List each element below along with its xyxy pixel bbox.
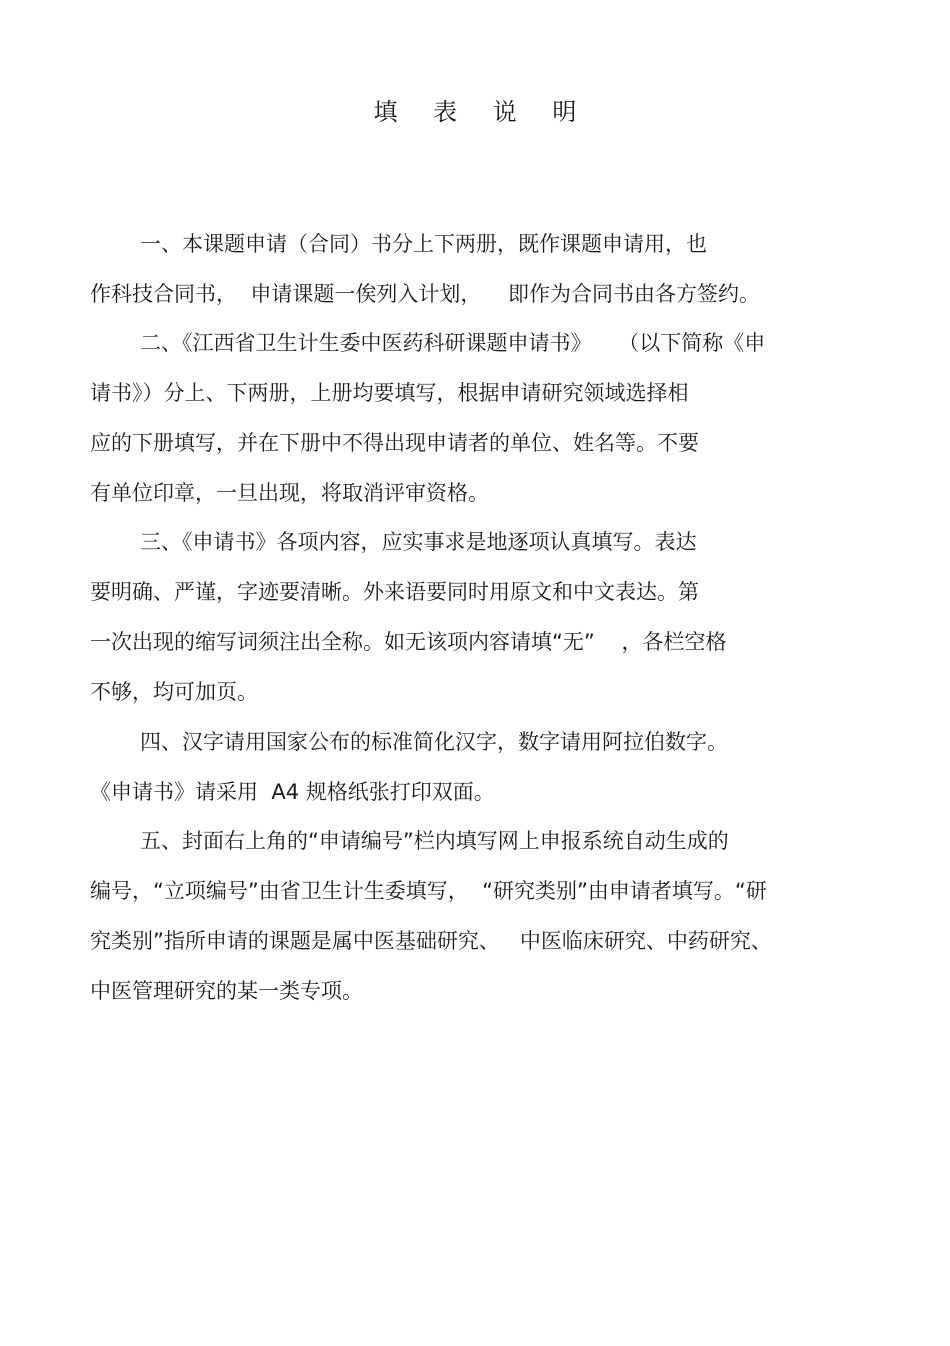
text-line: 编号，“立项编号”由省卫生计生委填写， “研究类别”由申请者填写。“研 — [90, 879, 767, 903]
text-line: 一次出现的缩写词须注出全称。如无该项内容请填“无” ，各栏空格 — [90, 630, 727, 654]
text-line: 《申请书》请采用 A4 规格纸张打印双面。 — [90, 780, 495, 804]
page-title: 填 表 说 明 — [373, 98, 591, 126]
text-line: 五、封面右上角的“申请编号”栏内填写网上申报系统自动生成的 — [140, 829, 729, 853]
text-line: 二、《江西省卫生计生委中医药科研课题申请书》 （以下简称《申 — [140, 331, 766, 355]
text-line: 中医管理研究的某一类专项。 — [90, 979, 363, 1003]
text-line: 作科技合同书， 申请课题一俟列入计划， 即作为合同书由各方签约。 — [90, 282, 761, 306]
text-line: 要明确、严谨，字迹要清晰。外来语要同时用原文和中文表达。第 — [90, 580, 699, 604]
text-line: 三、《申请书》各项内容，应实事求是地逐项认真填写。表达 — [140, 530, 697, 554]
text-line: 四、汉字请用国家公布的标准简化汉字，数字请用阿拉伯数字。 — [140, 730, 728, 754]
text-line: 究类别”指所申请的课题是属中医基础研究、 中医临床研究、中药研究、 — [90, 929, 772, 953]
text-line: 请书》）分上、下两册，上册均要填写，根据申请研究领域选择相 — [90, 381, 689, 405]
text-line: 应的下册填写，并在下册中不得出现申请者的单位、姓名等。不要 — [90, 431, 699, 455]
text-line: 一、本课题申请（合同）书分上下两册，既作课题申请用，也 — [140, 232, 707, 256]
text-line: 有单位印章，一旦出现，将取消评审资格。 — [90, 481, 489, 505]
text-line: 不够，均可加页。 — [90, 680, 258, 704]
